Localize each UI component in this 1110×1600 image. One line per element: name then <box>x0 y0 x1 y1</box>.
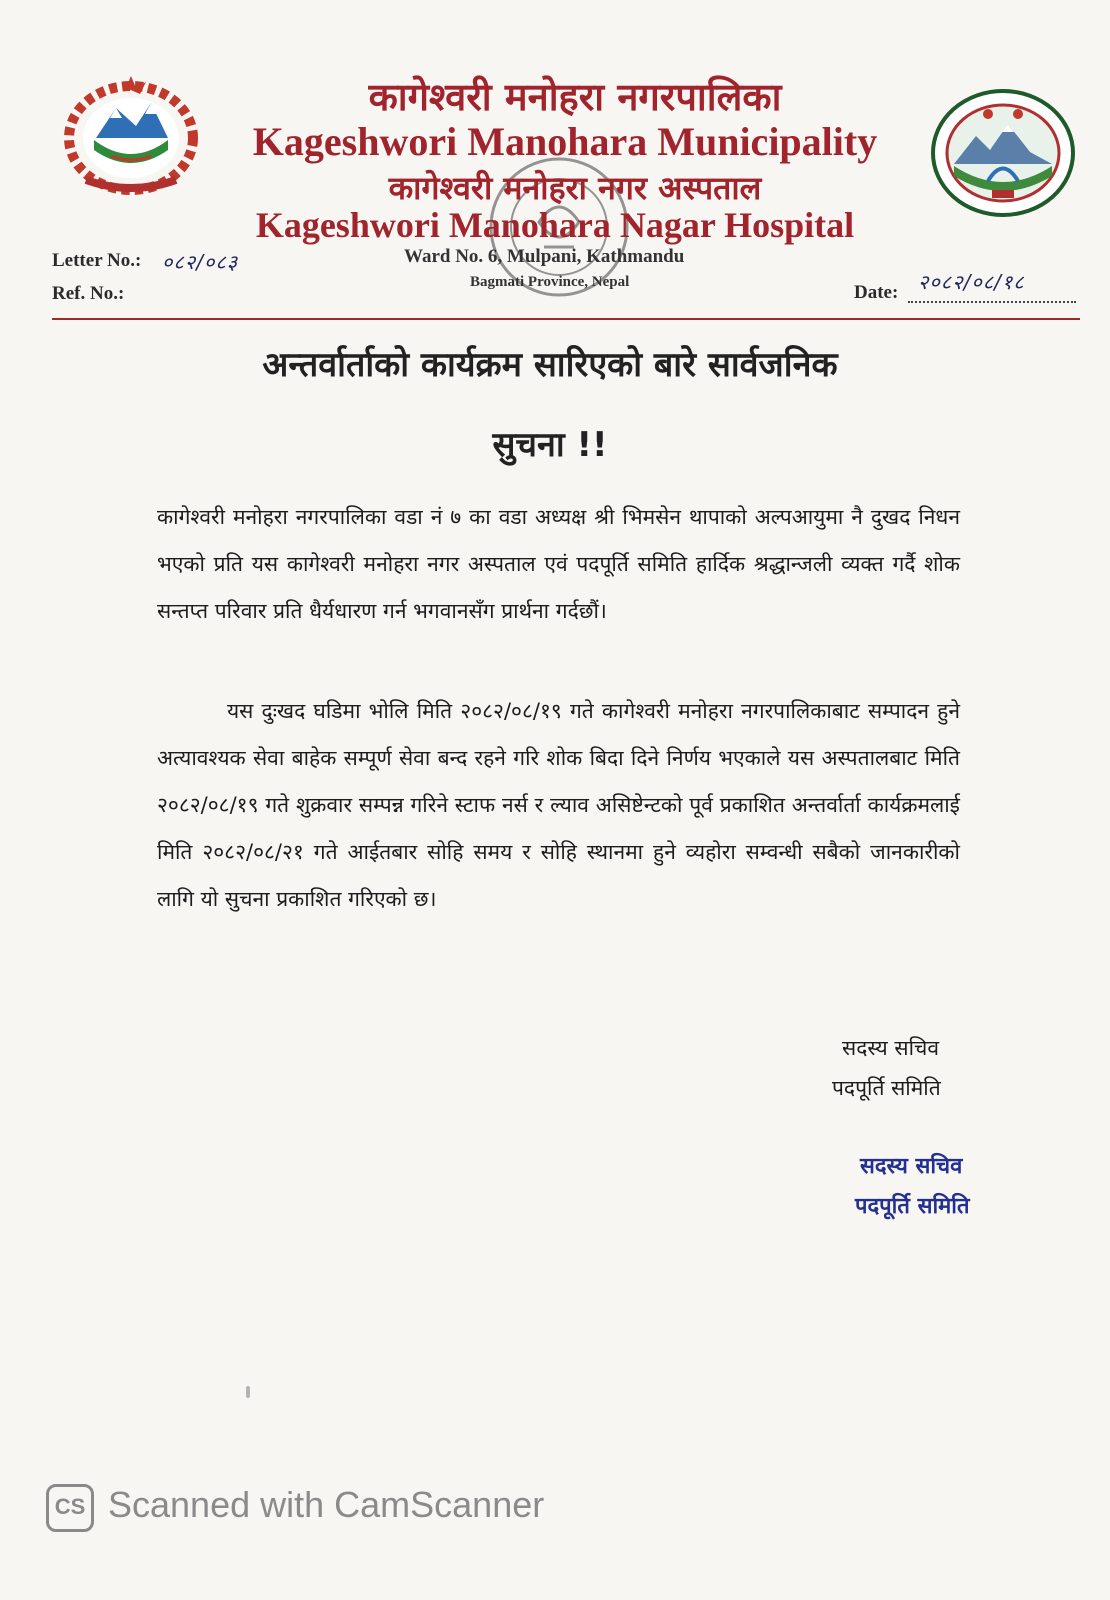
letter-no-value: ०८२/०८३ <box>162 250 239 274</box>
notice-paragraph-1: कागेश्वरी मनोहरा नगरपालिका वडा नं ७ का वडा अध्यक्ष श्री भिमसेन थापाको अल्पआयुमा नै दुखद निधन भएको प्रति यस कागेश्वरी मनोहरा नगर अस्पताल एवं पदपूर्ति समिति हार्दिक श्रद्धान्जली व्यक्त गर्दै शोक सन्तप्त परिवार प्रति धैर्यधारण गर्न भगवानसँग प्रार्थना गर्दछौं। <box>157 505 960 623</box>
header-divider <box>52 318 1080 320</box>
ref-no-label: Ref. No.: <box>52 283 125 304</box>
camscanner-logo-icon <box>46 1484 94 1532</box>
camscanner-badge-text: CS <box>54 1494 86 1519</box>
signatory-committee: पदपूर्ति समिति <box>832 1076 941 1100</box>
letter-no-label: Letter No.: <box>52 250 142 271</box>
date-value: २०८२/०८/१८ <box>918 270 1025 294</box>
date-dotted-line <box>908 301 1076 303</box>
address-line-1: Ward No. 6, Mulpani, Kathmandu <box>404 246 685 267</box>
notice-title-line-2: सुचना !! <box>492 425 608 465</box>
notice-paragraph-2: यस दुःखद घडिमा भोलि मिति २०८२/०८/१९ गते कागेश्वरी मनोहरा नगरपालिकाबाट सम्पादन हुने अत्यावश्यक सेवा बाहेक सम्पूर्ण सेवा बन्द रहने गरि शोक बिदा दिने निर्णय भएकाले यस अस्पतालबाट मिति २०८२/०८/१९ गते शुक्रवार सम्पन्न गरिने स्टाफ नर्स र ल्याव असिष्टेन्टको पूर्व प्रकाशित अन्तर्वार्ता कार्यक्रमलाई मिति २०८२/०८/२१ गते आईतबार सोहि समय र सोहि स्थानमा हुने व्यहोरा सम्वन्धी सबैको जानकारीको लागि यो सुचना प्रकाशित गरिएको छ। <box>157 699 960 911</box>
camscanner-watermark: Scanned with CamScanner <box>108 1484 545 1525</box>
municipality-name-np: कागेश्वरी मनोहरा नगरपालिका <box>368 75 782 119</box>
hospital-name-np: कागेश्वरी मनोहरा नगर अस्पताल <box>388 169 762 207</box>
municipality-name-en: Kageshwori Manohara Municipality <box>252 119 878 164</box>
notice-title-line-1: अन्तर्वार्ताको कार्यक्रम सारिएको बारे सार्वजनिक <box>262 345 838 385</box>
seal-committee: पदपूर्ति समिति <box>855 1194 970 1219</box>
address-line-2: Bagmati Province, Nepal <box>470 274 630 290</box>
date-label: Date: <box>854 282 899 303</box>
seal-title: सदस्य सचिव <box>860 1154 963 1179</box>
hospital-name-en: Kageshwori Manohara Nagar Hospital <box>255 205 855 245</box>
pen-mark <box>246 1386 250 1398</box>
signatory-title: सदस्य सचिव <box>842 1036 940 1060</box>
